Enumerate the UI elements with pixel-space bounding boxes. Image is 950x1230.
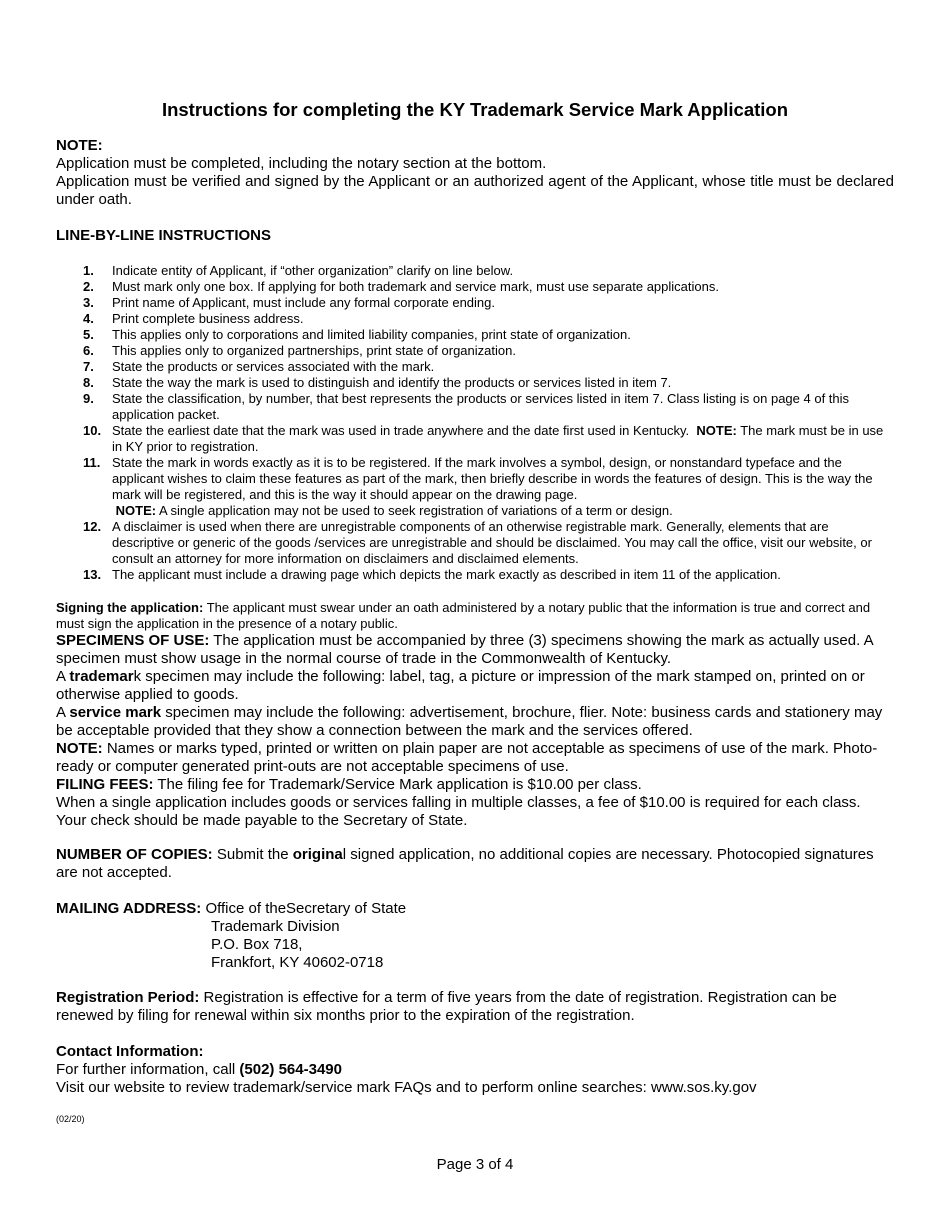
contact-phone: (502) 564-3490	[239, 1061, 342, 1078]
mailing-line-4: Frankfort, KY 40602-0718	[211, 954, 384, 971]
line-instructions-heading: LINE-BY-LINE INSTRUCTIONS	[56, 227, 272, 244]
item-number: 4.	[83, 311, 94, 326]
item-note-text: A single application may not be used to seek registration of variations of a term or design.	[156, 503, 673, 518]
list-item	[56, 295, 886, 311]
note-heading: NOTE:	[56, 137, 103, 154]
item-text: This applies only to corporations and limited liability companies, print state of organization.	[112, 327, 631, 342]
item-text: State the mark in words exactly as it is to be registered. If the mark involves a symbol, design, or nonstandard typeface and the applicant wishes to claim these features as part of the mark, then briefly describe in words the features of design. This is the way the mark will be registered, and this is the way it should appear on the drawing page.	[112, 455, 873, 502]
contact-line-1: For further information, call (502) 564-3490	[56, 1061, 342, 1078]
copies-paragraph: NUMBER OF COPIES: Submit the original signed application, no additional copies are necessary. Photocopied signatures are not accepted.	[56, 846, 874, 881]
copies-bold: origina	[292, 846, 343, 863]
form-code: (02/20)	[56, 1114, 85, 1124]
item-text: Indicate entity of Applicant, if “other organization” clarify on line below.	[112, 263, 514, 278]
item-text: State the way the mark is used to distinguish and identify the products or services listed in item 7.	[112, 375, 672, 390]
item-number: 9.	[83, 391, 94, 406]
fees-paragraph	[56, 776, 894, 794]
item-text: Print name of Applicant, must include any formal corporate ending.	[112, 295, 495, 310]
mailing-line-3: P.O. Box 718,	[211, 936, 303, 953]
list-item	[56, 359, 886, 375]
signing-text: The applicant must swear under an oath administered by a notary public that the information is true and correct and must sign the application in the presence of a notary public.	[56, 600, 871, 631]
item-note-text: The mark must be in use in KY prior to registration.	[112, 423, 884, 454]
list-item	[56, 455, 886, 519]
item-number: 11.	[83, 455, 101, 470]
item-number: 3.	[83, 295, 94, 310]
item-number: 5.	[83, 327, 94, 342]
specimens-text: The application must be accompanied by three (3) specimens showing the mark as actually used. A specimen must show usage in the normal course of trade in the Commonwealth of Kentucky.	[56, 632, 873, 667]
signing-paragraph	[56, 600, 894, 632]
list-item	[56, 279, 886, 295]
note-line-1: Application must be completed, including the notary section at the bottom.	[56, 155, 547, 172]
item-text: State the products or services associated with the mark.	[112, 359, 435, 374]
item-number: 8.	[83, 375, 94, 390]
list-item	[56, 391, 886, 423]
signing-label: Signing the application:	[56, 600, 204, 615]
registration-paragraph	[56, 989, 894, 1025]
mailing-label: MAILING ADDRESS:	[56, 900, 202, 917]
item-text: State the earliest date that the mark was used in trade anywhere and the date first used in Kentucky.	[112, 423, 690, 438]
registration-text: Registration is effective for a term of five years from the date of registration. Registration can be renewed by filing for renewal within six months prior to the expiration of the registration.	[56, 989, 837, 1024]
list-item	[56, 263, 886, 279]
fees-text: The filing fee for Trademark/Service Mark application is $10.00 per class.	[153, 776, 642, 793]
specimens-label: SPECIMENS OF USE:	[56, 632, 210, 649]
item-number: 1.	[83, 263, 94, 278]
item-number: 6.	[83, 343, 94, 358]
contact-heading: Contact Information:	[56, 1043, 204, 1060]
mailing-line-2: Trademark Division	[211, 918, 340, 935]
fees-label: FILING FEES:	[56, 776, 154, 793]
mailing-line-1: Office of theSecretary of State	[201, 900, 407, 917]
service-mark-bold: service mark	[69, 704, 162, 721]
registration-label: Registration Period:	[56, 989, 200, 1006]
trademark-bold: trademar	[69, 668, 134, 685]
contact-line-2: Visit our website to review trademark/service mark FAQs and to perform online searches: www.sos.ky.gov	[56, 1079, 757, 1096]
list-item	[56, 311, 886, 327]
mailing-paragraph	[56, 900, 894, 918]
item-note-label: NOTE:	[115, 503, 157, 518]
trademark-specimen-paragraph: A trademark specimen may include the following: label, tag, a picture or impression of the mark stamped on, printed on or otherwise applied to goods.	[56, 668, 865, 703]
page-number: Page 3 of 4	[436, 1156, 514, 1173]
list-item	[56, 423, 886, 455]
specimens-note-paragraph	[56, 740, 894, 776]
list-item	[56, 375, 886, 391]
specimens-note-label: NOTE:	[56, 740, 103, 757]
specimens-note-text: Names or marks typed, printed or written on plain paper are not acceptable as specimens of use of the mark. Photo-ready or computer generated print-outs are not acceptable specimens of use.	[56, 740, 878, 775]
item-text: A disclaimer is used when there are unregistrable components of an otherwise registrable mark. Generally, elements that are descriptive or generic of the goods /services are unregistrable and should be disclaimed. You may call the office, visit our website, or consult an attorney for more information on disclaimers and disclaimed elements.	[112, 519, 872, 566]
service-mark-specimen-text: specimen may include the following: advertisement, brochure, flier. Note: business cards and stationery may be acceptable provided that they show a connection between the mark and the services offered.	[56, 704, 883, 739]
copies-label: NUMBER OF COPIES:	[56, 846, 213, 863]
item-text: Must mark only one box. If applying for both trademark and service mark, must use separate applications.	[112, 279, 719, 294]
list-item	[56, 327, 886, 343]
item-text: Print complete business address.	[112, 311, 304, 326]
note-line-2: Application must be verified and signed by the Applicant or an authorized agent of the Applicant, whose title must be declared under oath.	[56, 173, 894, 208]
page-title: Instructions for completing the KY Trademark Service Mark Application	[161, 99, 789, 120]
item-text: State the classification, by number, that best represents the products or services listed in item 7. Class listing is on page 4 of this application packet.	[112, 391, 850, 422]
trademark-specimen-text: k specimen may include the following: label, tag, a picture or impression of the mark stamped on, printed on or otherwise applied to goods.	[56, 668, 865, 703]
item-number: 7.	[83, 359, 94, 374]
fees-line-2: When a single application includes goods or services falling in multiple classes, a fee of $10.00 is required for each class. Your check should be made payable to the Secretary of State.	[56, 794, 861, 829]
instruction-list	[56, 263, 886, 583]
item-text: This applies only to organized partnerships, print state of organization.	[112, 343, 516, 358]
specimens-paragraph	[56, 632, 894, 668]
item-number: 12.	[83, 519, 102, 534]
service-mark-specimen-paragraph: A service mark specimen may include the following: advertisement, brochure, flier. Note: business cards and stationery may be acceptable provided that they show a connection between the mark and the services offered.	[56, 704, 883, 739]
item-number: 13.	[83, 567, 102, 582]
item-number: 2.	[83, 279, 94, 294]
item-number: 10.	[83, 423, 102, 438]
list-item	[56, 567, 886, 583]
item-text: The applicant must include a drawing page which depicts the mark exactly as described in item 11 of the application.	[112, 567, 781, 582]
list-item	[56, 519, 886, 567]
list-item	[56, 343, 886, 359]
copies-text: l signed application, no additional copies are necessary. Photocopied signatures are not accepted.	[56, 846, 874, 881]
item-note-label: NOTE:	[696, 423, 737, 438]
